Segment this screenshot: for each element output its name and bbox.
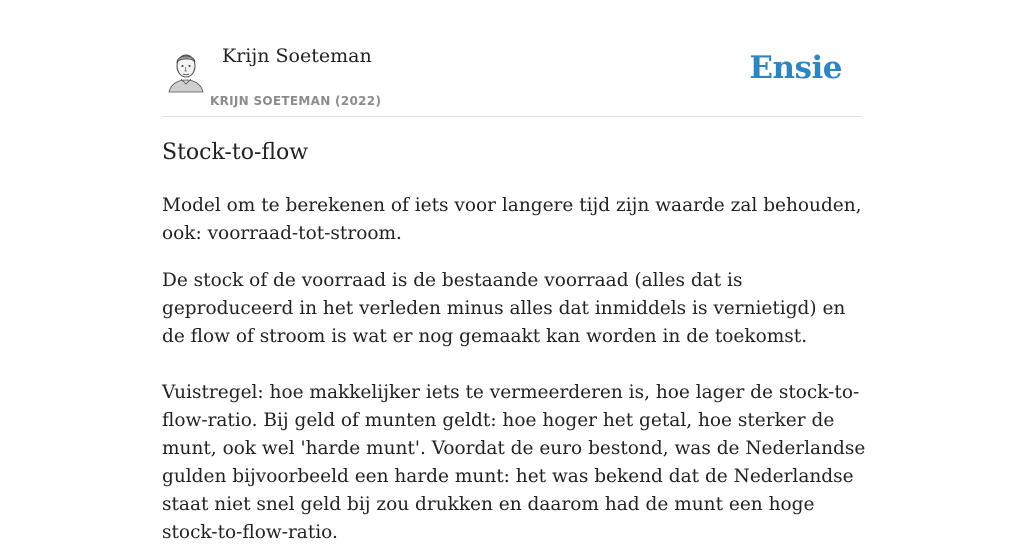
author-avatar[interactable]: [164, 48, 208, 92]
author-credit: KRIJN SOETEMAN (2022): [210, 94, 382, 108]
author-name[interactable]: Krijn Soeteman: [222, 45, 372, 67]
entry-paragraph: Vuistregel: hoe makkelijker iets te vermeerderen is, hoe lager de stock-to-flow-ratio. Bij geld of munten geldt: hoe hoger het getal, hoe sterker de munt, ook wel 'harde munt'. Voordat de euro bestond, was de Nederlandse gulden bijvoorbeeld een harde munt: het was bekend dat de Nederlandse staat niet snel geld bij zou drukken en daarom had de munt een hoge stock-to-flow-ratio.: [162, 382, 866, 543]
entry-paragraph: De stock of de voorraad is de bestaande voorraad (alles dat is geproduceerd in het verleden minus alles dat inmiddels is vernietigd) en de flow of stroom is wat er nog gemaakt kan worden in de toekomst.: [162, 270, 846, 347]
entry-paragraph: Model om te berekenen of iets voor langere tijd zijn waarde zal behouden, ook: voorraad-tot-stroom.: [162, 195, 862, 244]
entry-title: Stock-to-flow: [162, 140, 309, 165]
entry-header: [162, 0, 862, 117]
page-content: [162, 0, 866, 543]
brand-logo[interactable]: Ensie: [749, 50, 842, 86]
